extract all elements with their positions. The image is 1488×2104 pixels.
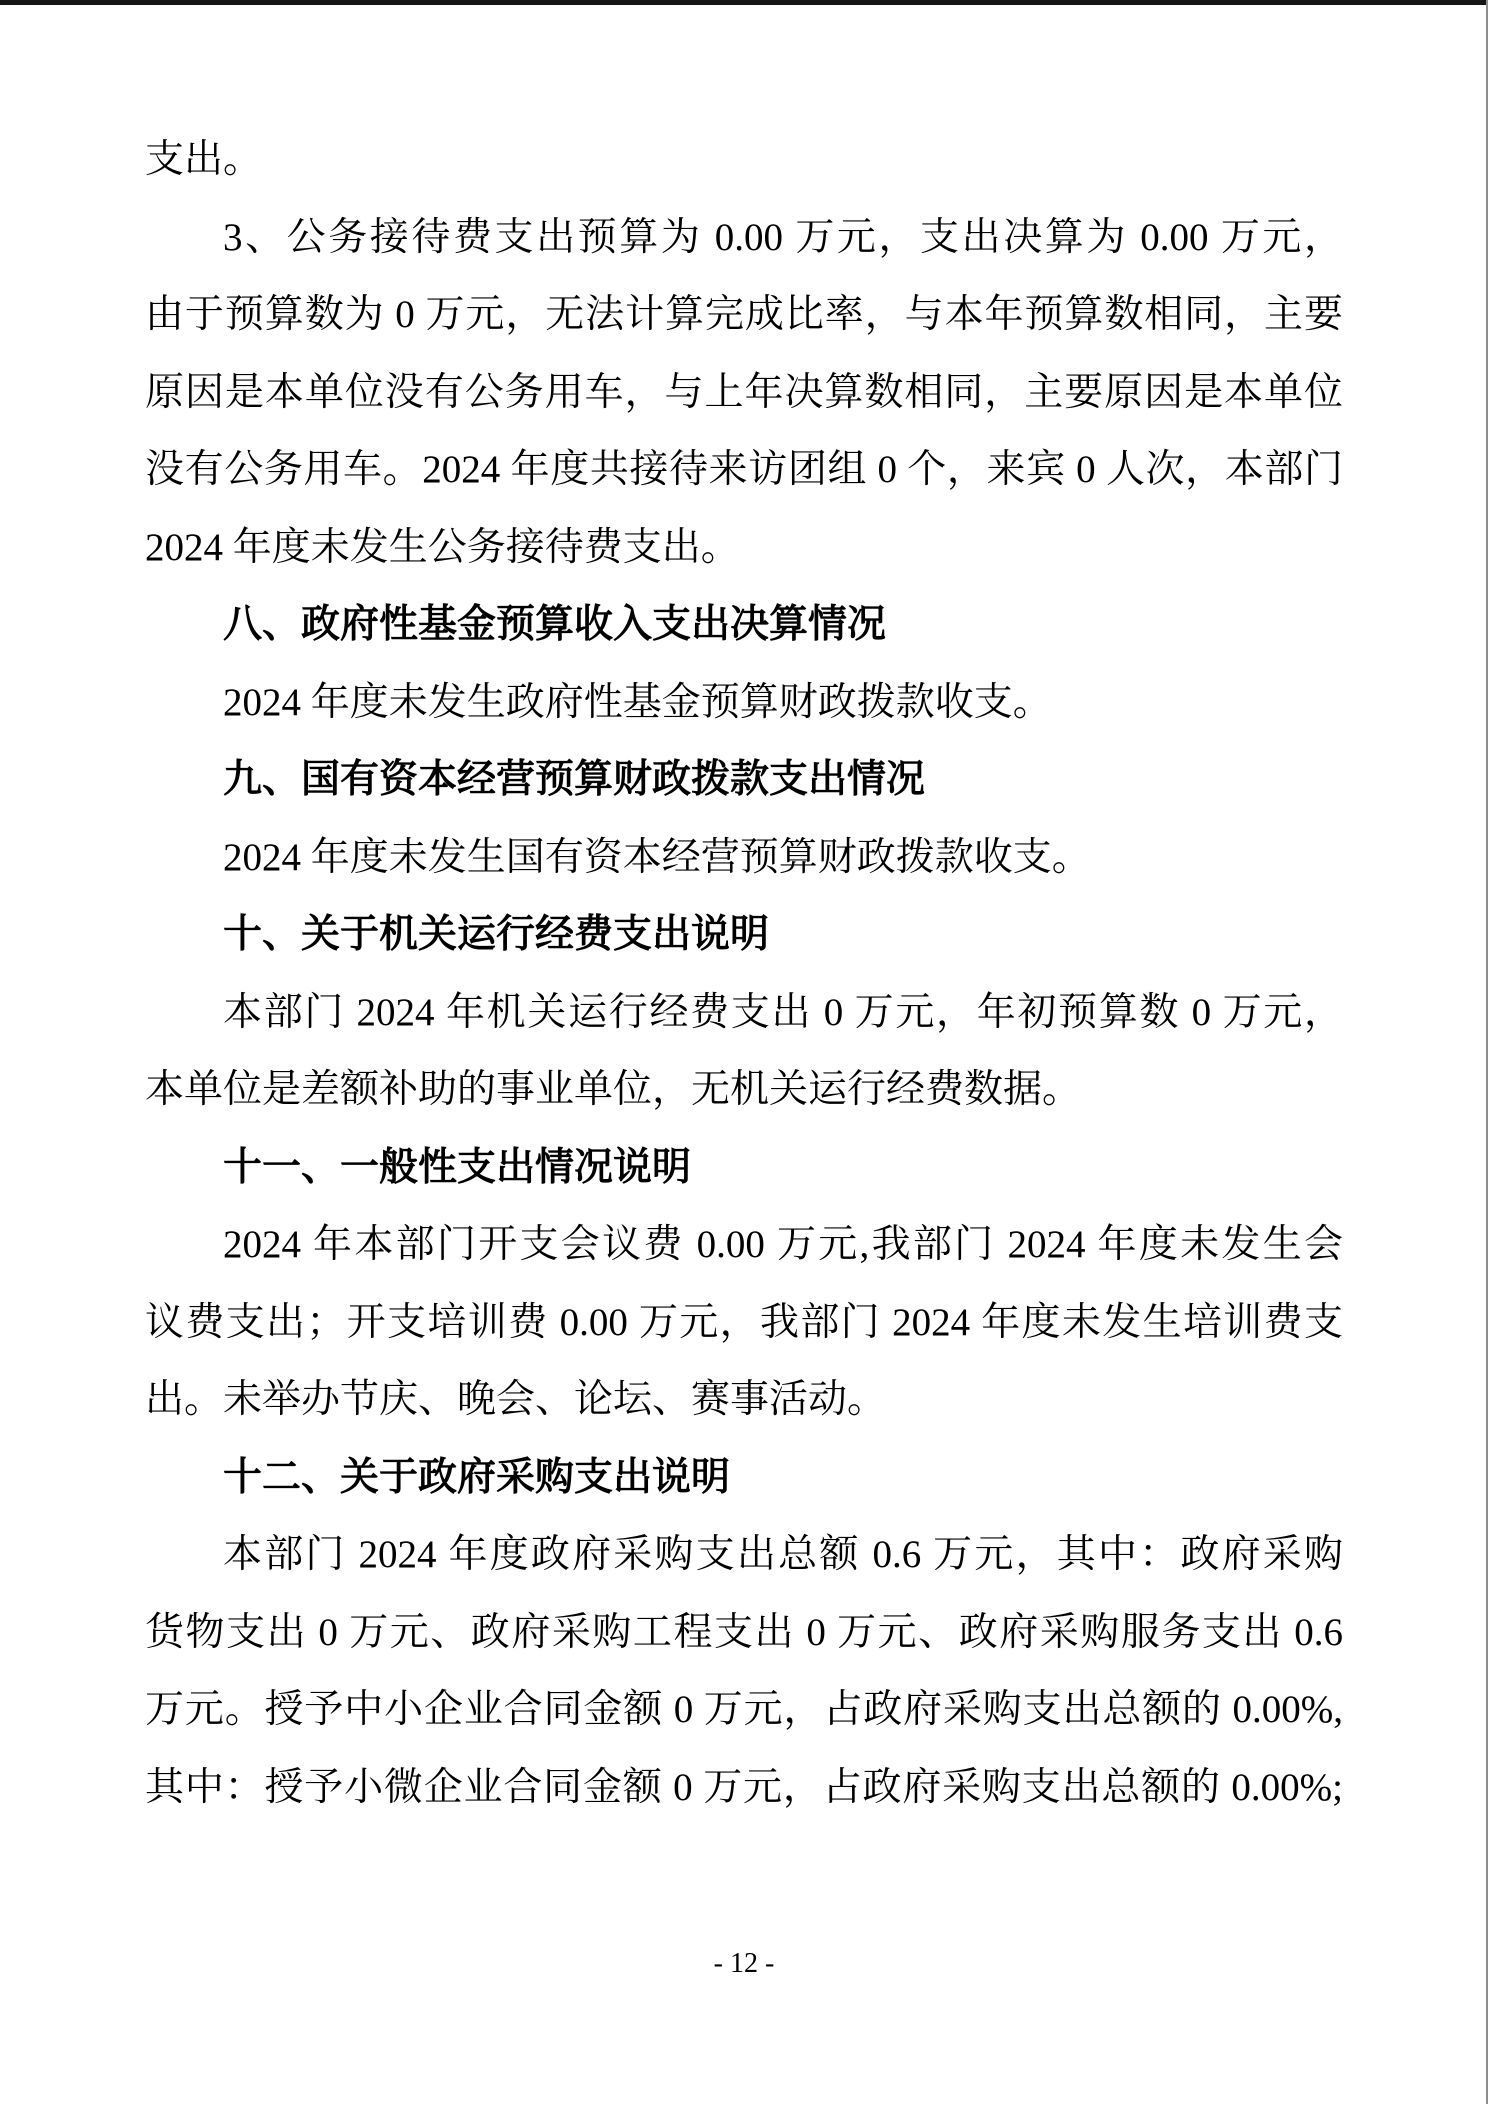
text-line: 本单位是差额补助的事业单位，无机关运行经费数据。 [145,1068,1082,1111]
text-line: 支出。 [145,138,263,181]
text-line: 本部门 2024 年度政府采购支出总额 0.6 万元，其中：政府采购 [223,1533,1343,1576]
text-line: 货物支出 0 万元、政府采购工程支出 0 万元、政府采购服务支出 0.6 [145,1610,1343,1654]
text-line: 没有公务用车。2024 年度共接待来访团组 0 个，来宾 0 人次，本部门 [145,448,1343,491]
text-line: 原因是本单位没有公务用车，与上年决算数相同，主要原因是本单位 [145,370,1343,414]
text-line: 议费支出；开支培训费 0.00 万元，我部门 2024 年度未发生培训费支 [145,1300,1343,1344]
text-line: 3、公务接待费支出预算为 0.00 万元，支出决算为 0.00 万元， [223,215,1343,259]
heading-line: 十一、一般性支出情况说明 [223,1145,692,1189]
text-line: 2024 年度未发生政府性基金预算财政拨款收支。 [223,680,1052,724]
text-line: 2024 年度未发生国有资本经营预算财政拨款收支。 [223,835,1091,879]
heading-line: 十二、关于政府采购支出说明 [223,1455,731,1499]
text-line: 万元。授予中小企业合同金额 0 万元，占政府采购支出总额的 0.00%, [145,1688,1343,1731]
text-line: 2024 年度未发生公务接待费支出。 [145,525,740,569]
heading-line: 九、国有资本经营预算财政拨款支出情况 [223,758,926,801]
document-body [145,121,1343,1826]
text-line: 2024 年本部门开支会议费 0.00 万元,我部门 2024 年度未发生会 [223,1223,1343,1266]
heading-line: 十、关于机关运行经费支出说明 [223,913,770,956]
page-number: - 12 - [713,1948,775,1979]
heading-line: 八、政府性基金预算收入支出决算情况 [223,603,887,646]
page-top-border [0,0,1488,5]
text-line: 其中：授予小微企业合同金额 0 万元，占政府采购支出总额的 0.00%; [145,1765,1343,1809]
text-line: 本部门 2024 年机关运行经费支出 0 万元，年初预算数 0 万元， [223,990,1343,1034]
text-line: 出。未举办节庆、晚会、论坛、赛事活动。 [145,1378,887,1421]
text-line: 由于预算数为 0 万元，无法计算完成比率，与本年预算数相同，主要 [145,293,1343,336]
